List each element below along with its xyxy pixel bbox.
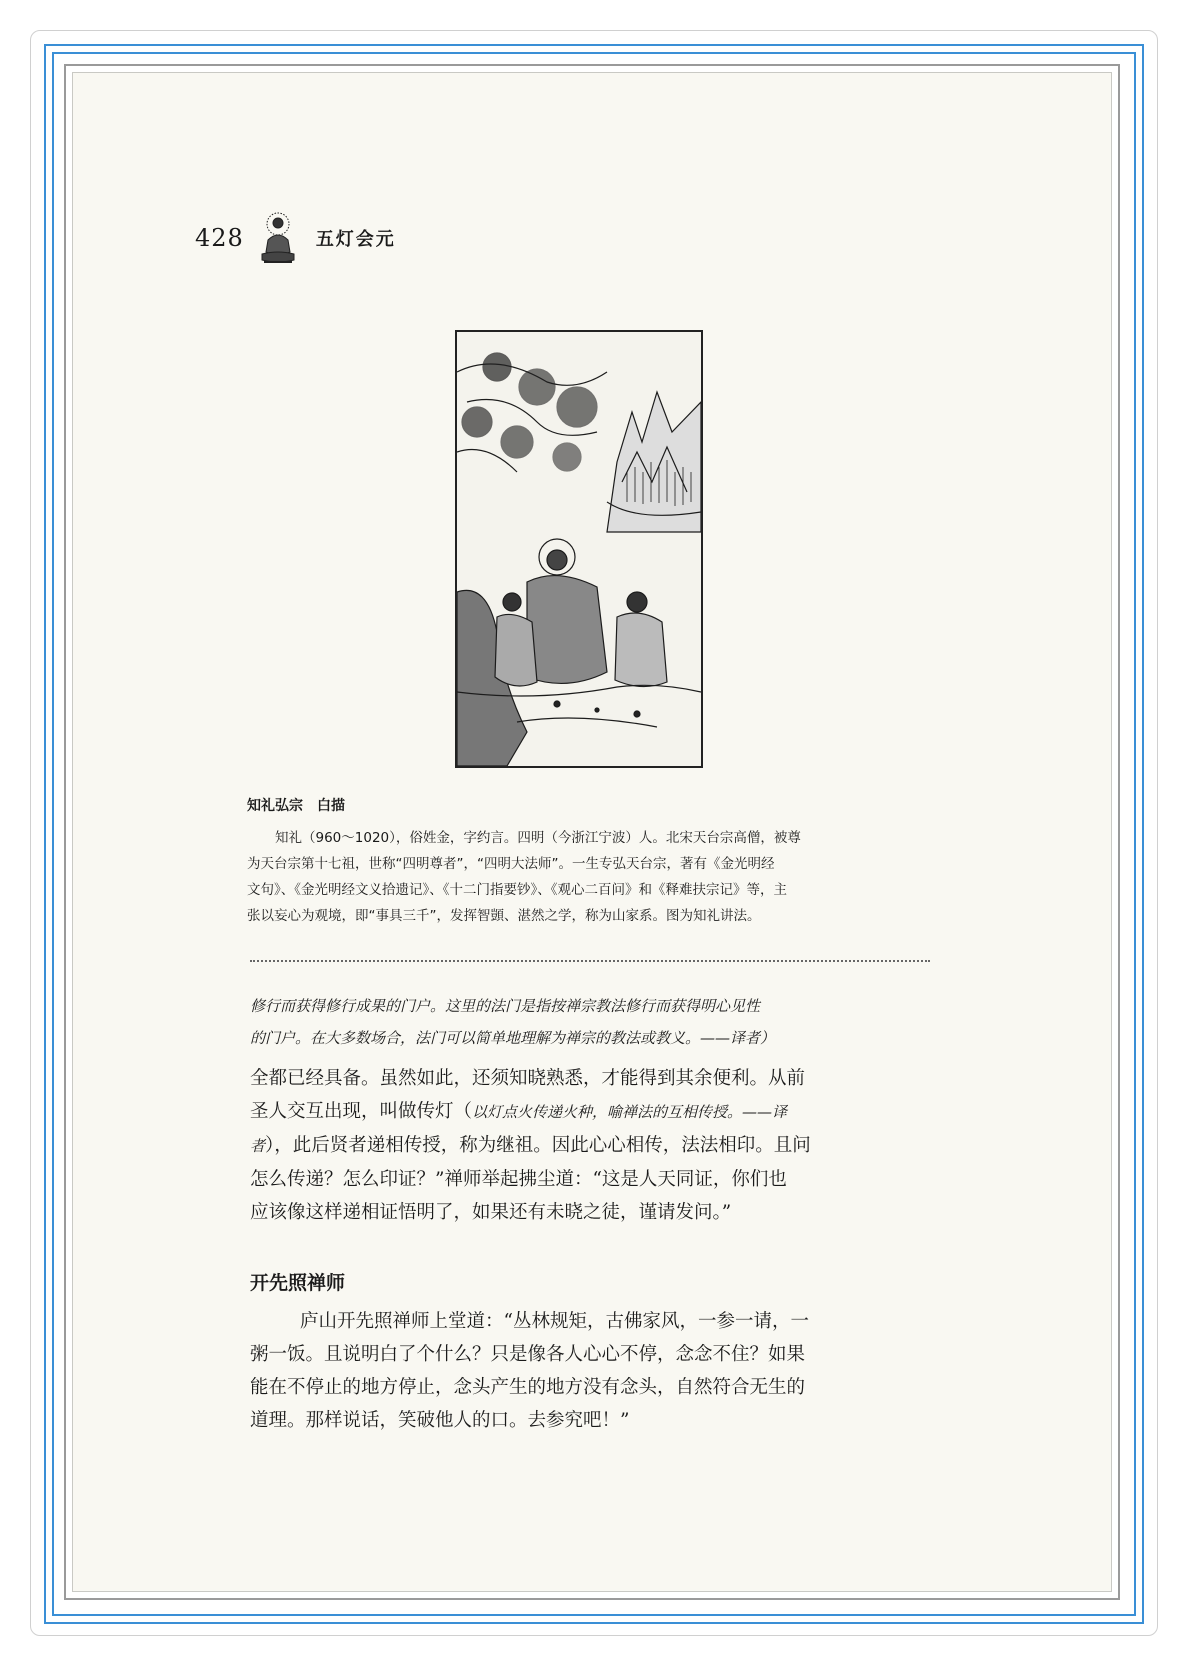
body-line: 怎么传递？怎么印证？”禅师举起拂尘道：“这是人天同证，你们也 xyxy=(250,1169,787,1190)
section-line: 道理。那样说话，笑破他人的口。去参究吧！” xyxy=(250,1410,630,1431)
body-line: 全都已经具备。虽然如此，还须知晓熟悉，才能得到其余便利。从前 xyxy=(250,1068,806,1089)
dotted-divider xyxy=(250,960,930,962)
inline-note: 者 xyxy=(250,1137,266,1155)
body-line-main: ），此后贤者递相传授，称为继祖。因此心心相传，法法相印。且问 xyxy=(265,1135,811,1156)
caption-line: 为天台宗第十七祖，世称“四明尊者”，“四明大法师”。一生专弘天台宗，著有《金光明经 xyxy=(247,856,775,872)
body-line xyxy=(250,1129,940,1163)
section-text xyxy=(250,1305,940,1437)
page-header xyxy=(195,210,396,266)
section-line: 庐山开先照禅师上堂道：“丛林规矩，古佛家风，一参一请，一 xyxy=(300,1311,809,1332)
monk-teaching-woodcut xyxy=(455,330,703,768)
body-line: 应该像这样递相证悟明了，如果还有未晓之徒，谨请发问。” xyxy=(250,1202,732,1223)
section-heading: 开先照禅师 xyxy=(250,1272,346,1294)
caption-line: 文句》、《金光明经文义拾遗记》、《十二门指要钞》、《观心二百问》和《释难扶宗记》等，主 xyxy=(247,882,787,898)
caption-text xyxy=(247,825,935,929)
body-line xyxy=(250,1095,940,1129)
caption-title: 知礼弘宗 白描 xyxy=(247,798,345,814)
book-title: 五灯会元 xyxy=(315,229,396,250)
body-line-main: 圣人交互出现，叫做传灯（ xyxy=(250,1101,473,1122)
body-text xyxy=(250,1062,940,1229)
section-line: 粥一饭。且说明白了个什么？只是像各人心心不停，念念不住？如果 xyxy=(250,1344,806,1365)
caption-line: 张以妄心为观境，即“事具三千”，发挥智顗、湛然之学，称为山家系。图为知礼讲法。 xyxy=(247,908,761,924)
caption-line: 知礼（960～1020），俗姓金，字约言。四明（今浙江宁波）人。北宋天台宗高僧，被尊 xyxy=(275,830,801,846)
seated-buddha-icon xyxy=(256,210,300,266)
note-line: 修行而获得修行成果的门户。这里的法门是指按禅宗教法修行而获得明心见性 xyxy=(250,997,761,1015)
page-number: 428 xyxy=(195,224,244,252)
note-line: 的门户。在大多数场合，法门可以简单地理解为禅宗的教法或教义。——译者） xyxy=(250,1029,776,1047)
section-line: 能在不停止的地方停止，念头产生的地方没有念头，自然符合无生的 xyxy=(250,1377,806,1398)
inline-note: 以灯点火传递火种，喻禅法的互相传授。——译 xyxy=(472,1103,788,1121)
translator-note xyxy=(250,990,940,1054)
